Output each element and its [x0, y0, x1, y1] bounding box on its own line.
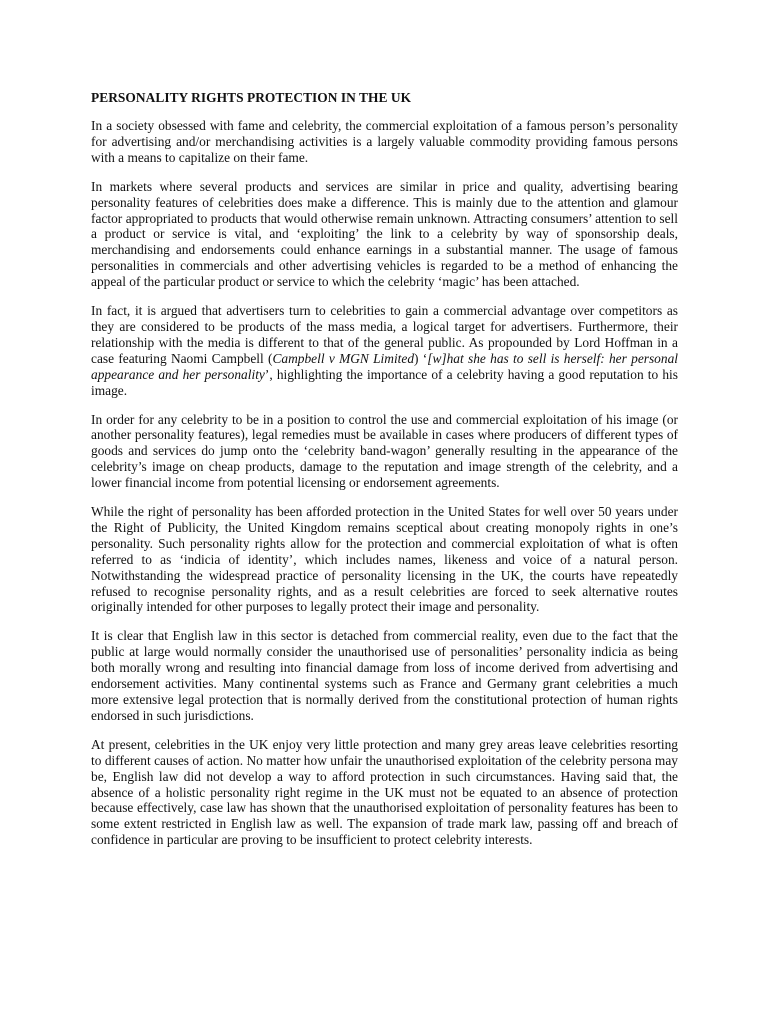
paragraph-3-text-before: In fact, it is argued that advertisers turn to celebrities to gain a commercial advantage over competitors as they are considered to be products of the mass media, a logical target for advertisers. Furthermore, their relationship with the media is different to that of the general public. As propounded by Lord Hoffman in a case featuring Naomi Campbell ( — [91, 303, 678, 366]
paragraph-4: In order for any celebrity to be in a position to control the use and commercial exploitation of his image (or another personality features), legal remedies must be available in cases where producers of different types of goods and services do jump onto the ‘celebrity band-wagon’ generally resulting in the appearance of the celebrity’s image on cheap products, damage to the reputation and image strength of the celebrity, and a lower financial income from potential licensing or endorsement agreements. — [91, 411, 678, 491]
hoffman-quote: [w]hat she has to sell is herself: her personal appearance and her personality — [91, 350, 678, 382]
paragraph-3-text-after: ’, highlighting the importance of a celebrity having a good reputation to his image. — [91, 366, 678, 398]
paragraph-5: While the right of personality has been afforded protection in the United States for well over 50 years under the Right of Publicity, the United Kingdom remains sceptical about creating monopoly rights in one’s personality. Such personality rights allow for the protection and commercial exploitation of what is often referred to as ‘indicia of identity’, which includes names, likeness and voice of a natural person. Notwithstanding the widespread practice of personality licensing in the UK, the courts have repeatedly refused to recognise personality rights, and as a result celebrities are forced to seek alternative routes originally intended for other purposes to legally protect their image and personality. — [91, 504, 678, 615]
paragraph-3-text-middle: ) ‘ — [414, 350, 428, 366]
paragraph-7: At present, celebrities in the UK enjoy very little protection and many grey areas leave celebrities resorting to different causes of action. No matter how unfair the unauthorised exploitation of the celebrity persona may be, English law did not develop a way to afford protection in such circumstances. Having said that, the absence of a holistic personality right regime in the UK must not be equated to an absence of protection because effectively, case law has shown that the unauthorised exploitation of personality features has been to some extent restricted in English law as well. The expansion of trade mark law, passing off and breach of confidence in particular are proving to be insufficient to protect celebrity interests. — [91, 736, 678, 848]
document-page — [91, 90, 678, 861]
document-title: PERSONALITY RIGHTS PROTECTION IN THE UK — [91, 90, 412, 105]
paragraph-2: In markets where several products and services are similar in price and quality, advertising bearing personality features of celebrities does make a difference. This is mainly due to the attention and glamour factor appropriated to products that would otherwise remain unknown. Attracting consumers’ attention to sell a product or service is vital, and ‘exploiting’ the link to a celebrity by way of sponsorship deals, merchandising and endorsements could enhance earnings in a substantial manner. The usage of famous personalities in commercials and other advertising vehicles is regarded to be a method of enhancing the appeal of the particular product or service to which the celebrity ‘magic’ has been attached. — [91, 178, 678, 290]
case-name: Campbell v MGN Limited — [272, 350, 415, 366]
paragraph-3 — [91, 303, 678, 398]
paragraph-1: In a society obsessed with fame and celebrity, the commercial exploitation of a famous person’s personality for advertising and/or merchandising activities is a largely valuable commodity providing famous persons with a means to capitalize on their fame. — [91, 118, 678, 165]
paragraph-6: It is clear that English law in this sector is detached from commercial reality, even due to the fact that the public at large would normally consider the unauthorised use of personalities’ personality indicia as being both morally wrong and resulting into financial damage from loss of income derived from advertising and endorsement activities. Many continental systems such as France and Germany grant celebrities a much more extensive legal protection that is normally derived from the constitutional protection of human rights endorsed in such jurisdictions. — [91, 628, 678, 723]
